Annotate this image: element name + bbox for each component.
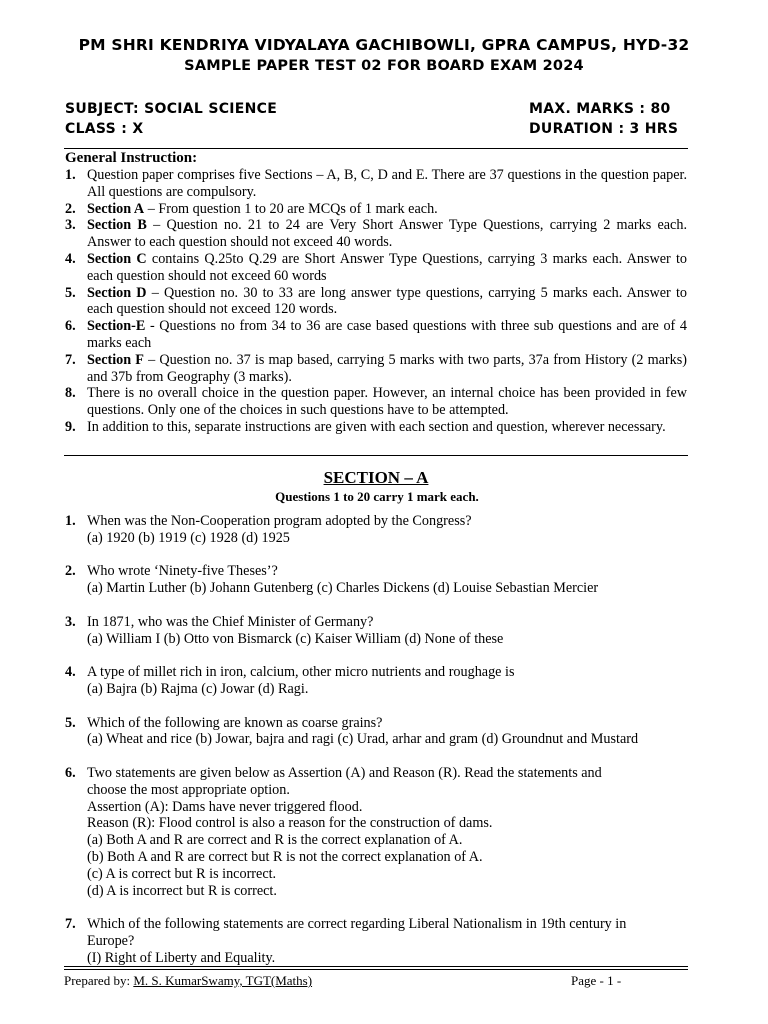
instruction-text: In addition to this, separate instructions are given with each section and question, wherever necessary. xyxy=(87,418,666,435)
question-line: Reason (R): Flood control is also a reason for the construction of dams. xyxy=(87,815,493,832)
question-line: (a) Wheat and rice (b) Jowar, bajra and ragi (c) Urad, arhar and gram (d) Groundnut and Mustard xyxy=(87,731,639,748)
question-number: 3. xyxy=(65,613,76,630)
instruction-number: 9. xyxy=(65,418,76,435)
question-line: choose the most appropriate option. xyxy=(87,781,290,798)
instruction-text: - Questions no from 34 to 36 are case based questions with three sub questions and are of 4 marks each xyxy=(87,318,687,351)
instruction-item xyxy=(65,385,687,419)
instruction-item xyxy=(65,352,687,386)
question-text: Who wrote ‘Ninety-five Theses’? xyxy=(87,563,278,580)
duration-label: DURATION : 3 HRS xyxy=(529,121,679,137)
instruction-number: 8. xyxy=(65,385,76,402)
instruction-text: – Question no. 37 is map based, carrying 5 marks with two parts, 37a from History (2 marks) and 37b from Geography (3 marks). xyxy=(87,351,687,385)
question-item xyxy=(65,563,697,597)
instructions-list xyxy=(65,167,687,436)
instruction-number: 2. xyxy=(65,200,76,217)
question-line: (a) William I (b) Otto von Bismarck (c) Kaiser William (d) None of these xyxy=(87,630,504,647)
question-text: In 1871, who was the Chief Minister of Germany? xyxy=(87,613,374,630)
instruction-number: 4. xyxy=(65,250,76,267)
question-line: (c) A is correct but R is incorrect. xyxy=(87,865,277,882)
section-title: SECTION – A xyxy=(323,468,429,487)
question-text: A type of millet rich in iron, calcium, other micro nutrients and roughage is xyxy=(87,664,515,681)
instruction-section-label: Section F xyxy=(87,351,144,368)
question-line: (a) Both A and R are correct and R is the correct explanation of A. xyxy=(87,832,463,849)
instruction-item xyxy=(65,217,687,251)
header-divider xyxy=(64,148,688,149)
question-text: When was the Non-Cooperation program adopted by the Congress? xyxy=(87,513,472,529)
question-line: (a) Martin Luther (b) Johann Gutenberg (c) Charles Dickens (d) Louise Sebastian Mercier xyxy=(87,580,599,597)
instructions-heading: General Instruction: xyxy=(65,150,198,166)
instruction-number: 6. xyxy=(65,318,76,335)
instruction-number: 5. xyxy=(65,284,76,301)
instruction-text: Question paper comprises five Sections – A, B, C, D and E. There are 37 questions in the question paper. All questions are compulsory. xyxy=(87,167,687,200)
max-marks-label: MAX. MARKS : 80 xyxy=(529,101,671,117)
question-line: (I) Right of Liberty and Equality. xyxy=(87,949,276,966)
question-item xyxy=(65,614,697,648)
question-line: (b) Both A and R are correct but R is not the correct explanation of A. xyxy=(87,848,483,865)
section-subtitle: Questions 1 to 20 carry 1 mark each. xyxy=(275,489,479,504)
question-line: Assertion (A): Dams have never triggered flood. xyxy=(87,798,363,815)
instruction-text: – From question 1 to 20 are MCQs of 1 mark each. xyxy=(144,200,438,217)
prepared-label: Prepared by: xyxy=(64,973,134,988)
question-number: 6. xyxy=(65,764,76,781)
question-item xyxy=(65,916,697,966)
questions-list xyxy=(65,513,697,983)
question-line: (d) A is incorrect but R is correct. xyxy=(87,882,277,899)
instruction-section-label: Section-E xyxy=(87,318,146,335)
question-number: 5. xyxy=(65,714,76,731)
instruction-item xyxy=(65,419,687,436)
question-item xyxy=(65,715,697,749)
paper-title: SAMPLE PAPER TEST 02 FOR BOARD EXAM 2024 xyxy=(184,58,584,74)
instruction-item xyxy=(65,251,687,285)
instruction-text: – Question no. 30 to 33 are long answer type questions, carrying 5 marks each. Answer to each question should not exceed 120 words. xyxy=(87,284,687,318)
instruction-number: 7. xyxy=(65,351,76,368)
question-line: Europe? xyxy=(87,932,135,949)
school-title: PM SHRI KENDRIYA VIDYALAYA GACHIBOWLI, GPRA CAMPUS, HYD-32 xyxy=(78,36,690,54)
instruction-number: 1. xyxy=(65,167,76,183)
question-item xyxy=(65,513,697,547)
instruction-item xyxy=(65,201,687,218)
class-label: CLASS : X xyxy=(65,121,144,137)
instruction-text: – Question no. 21 to 24 are Very Short Answer Type Questions, carrying 2 marks each. Answer to each question should not exceed 40 words. xyxy=(87,217,687,251)
instruction-number: 3. xyxy=(65,217,76,234)
instructions-divider xyxy=(64,455,688,456)
author-name: M. S. KumarSwamy, TGT(Maths) xyxy=(133,973,313,988)
footer-divider xyxy=(64,966,688,970)
page-number: Page - 1 - xyxy=(571,973,622,988)
footer-prepared-by xyxy=(64,973,312,989)
question-text: Which of the following statements are correct regarding Liberal Nationalism in 19th century in xyxy=(87,916,627,933)
question-text: Which of the following are known as coarse grains? xyxy=(87,714,383,731)
instruction-text: contains Q.25to Q.29 are Short Answer Type Questions, carrying 3 marks each. Answer to each question should not exceed 60 words xyxy=(87,250,687,284)
question-line: (a) 1920 (b) 1919 (c) 1928 (d) 1925 xyxy=(87,529,290,546)
instruction-section-label: Section B xyxy=(87,217,147,234)
question-number: 4. xyxy=(65,664,76,681)
question-number: 7. xyxy=(65,916,76,933)
subject-label: SUBJECT: SOCIAL SCIENCE xyxy=(65,101,278,117)
question-number: 2. xyxy=(65,563,76,580)
instruction-item xyxy=(65,318,687,352)
instruction-section-label: Section A xyxy=(87,200,145,217)
question-line: (a) Bajra (b) Rajma (c) Jowar (d) Ragi. xyxy=(87,680,309,697)
instruction-item xyxy=(65,285,687,319)
question-number: 1. xyxy=(65,513,76,529)
instruction-section-label: Section C xyxy=(87,250,147,267)
instruction-text: There is no overall choice in the question paper. However, an internal choice has been provided in few questions. Only one of the choices in such questions have to be attempted. xyxy=(87,385,687,419)
question-text: Two statements are given below as Assertion (A) and Reason (R). Read the statements and xyxy=(87,764,602,781)
question-item xyxy=(65,765,697,899)
question-item xyxy=(65,664,697,698)
instruction-item xyxy=(65,167,687,201)
instruction-section-label: Section D xyxy=(87,284,147,301)
